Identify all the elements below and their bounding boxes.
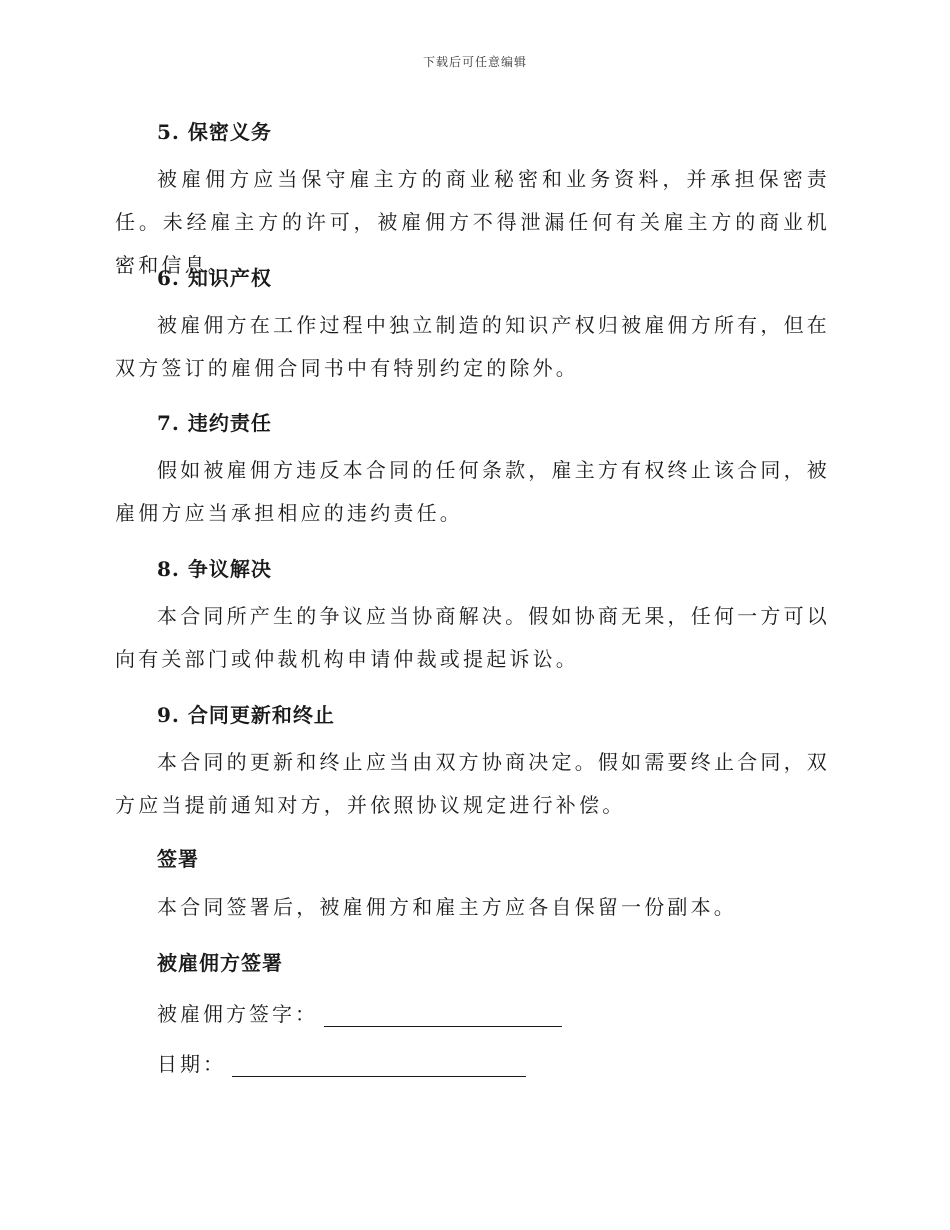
header-note: 下载后可任意编辑 (422, 55, 527, 69)
section-paragraph-dispute-resolution: 本合同所产生的争议应当协商解决。假如协商无果，任何一方可以向有关部门或仲裁机构申请仲裁或提起诉讼。 (115, 604, 830, 671)
date-row (157, 1048, 526, 1077)
section-paragraph-confidentiality: 被雇佣方应当保守雇主方的商业秘密和业务资料，并承担保密责任。未经雇主方的许可，被雇佣方不得泄漏任何有关雇主方的商业机密和信息。 (115, 167, 830, 277)
signing-paragraph: 本合同签署后，被雇佣方和雇主方应各自保留一份副本。 (157, 895, 737, 919)
section-heading-confidentiality: 5. 保密义务 (157, 120, 272, 144)
employee-signing-heading: 被雇佣方签署 (157, 951, 283, 975)
section-paragraph-renewal-termination: 本合同的更新和终止应当由双方协商决定。假如需要终止合同，双方应当提前通知对方，并依照协议规定进行补偿。 (115, 750, 830, 817)
date-blank[interactable] (232, 1054, 526, 1077)
employee-signature-row (157, 998, 562, 1027)
section-heading-renewal-termination: 9. 合同更新和终止 (157, 703, 335, 727)
section-heading-dispute-resolution: 8. 争议解决 (157, 557, 272, 581)
section-heading-breach-liability: 7. 违约责任 (157, 411, 272, 435)
section-paragraph-breach-liability: 假如被雇佣方违反本合同的任何条款，雇主方有权终止该合同，被雇佣方应当承担相应的违约责任。 (115, 458, 830, 525)
date-label: 日期： (157, 1052, 226, 1076)
section-heading-intellectual-property: 6. 知识产权 (157, 266, 272, 290)
employee-signature-label: 被雇佣方签字： (157, 1002, 318, 1026)
employee-signature-blank[interactable] (324, 1004, 562, 1027)
signing-heading: 签署 (157, 847, 199, 871)
section-paragraph-intellectual-property: 被雇佣方在工作过程中独立制造的知识产权归被雇佣方所有，但在双方签订的雇佣合同书中有特别约定的除外。 (115, 313, 830, 380)
